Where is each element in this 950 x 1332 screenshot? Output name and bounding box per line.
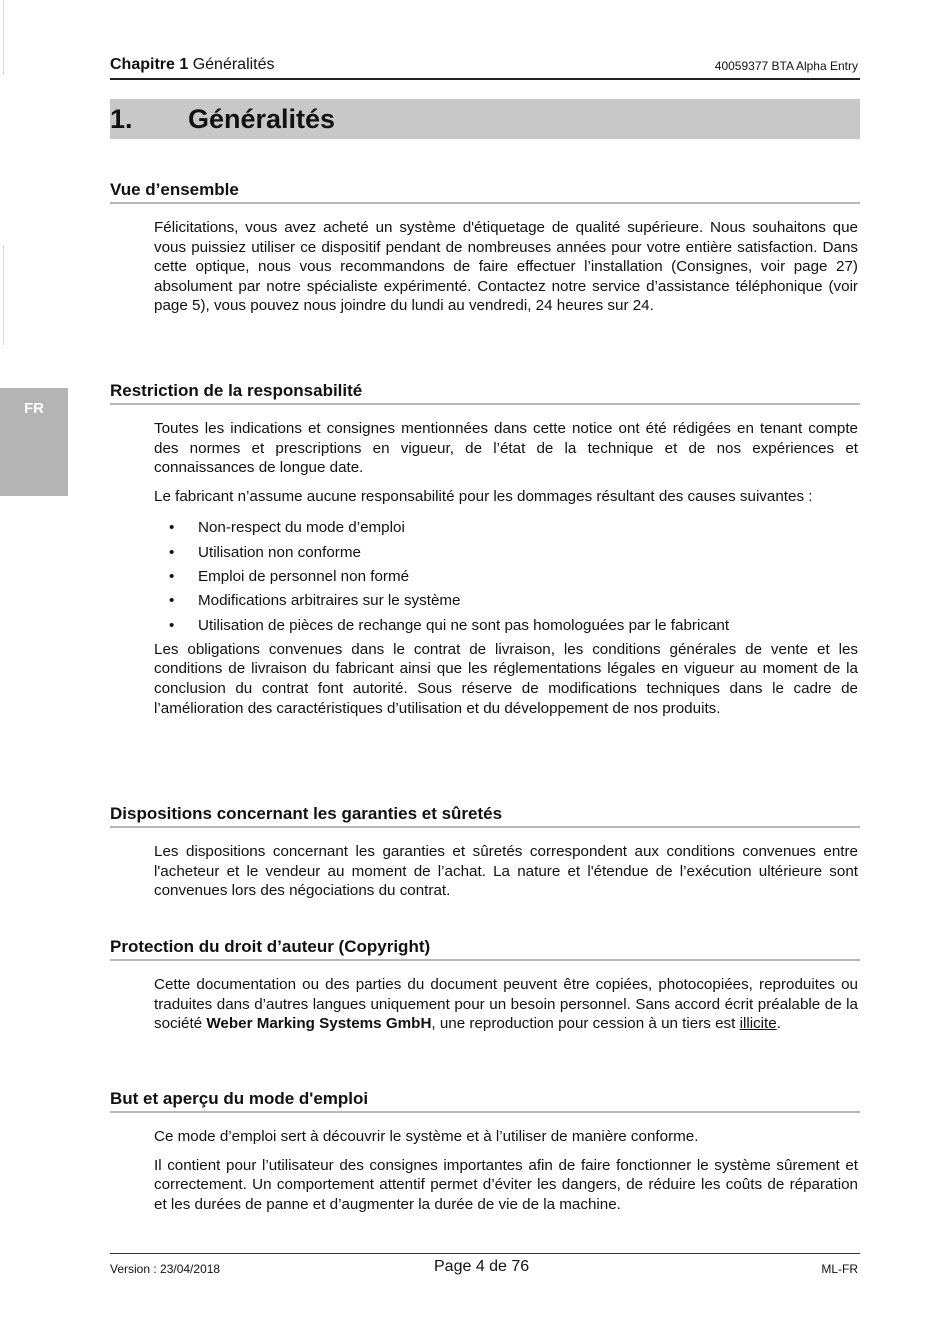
- chapter-number: Chapitre 1: [110, 56, 189, 73]
- chapter-name: Généralités: [188, 56, 275, 73]
- section-heading: Protection du droit d’auteur (Copyright): [110, 937, 860, 961]
- page-number: Page 4 de 76: [434, 1258, 530, 1275]
- page-footer: [110, 1253, 860, 1276]
- language-tab: [0, 388, 68, 496]
- paragraph: Le fabricant n’assume aucune responsabilité pour les dommages résultant des causes suivantes :: [154, 487, 813, 505]
- margin-rule-top: [3, 0, 4, 75]
- version-date: Version : 23/04/2018: [110, 1262, 221, 1276]
- chapter-title: [110, 56, 275, 74]
- section-heading: Vue d’ensemble: [110, 180, 860, 204]
- paragraph: Les dispositions concernant les garanties et sûretés correspondent aux conditions convenues entre l'acheteur et le vendeur au moment de l’achat. La nature et l'étendue de l’exécution ultérieure sont convenues lors des négociations du contrat.: [154, 843, 858, 900]
- list-item: • Utilisation de pièces de rechange qui ne sont pas homologuées par le fabricant: [169, 616, 730, 634]
- bullet-icon: •: [169, 543, 175, 561]
- section-heading: But et aperçu du mode d'emploi: [110, 1089, 860, 1113]
- section-heading: Restriction de la responsabilité: [110, 381, 860, 405]
- bullet-icon: •: [169, 616, 175, 634]
- section-heading: Dispositions concernant les garanties et sûretés: [110, 804, 860, 828]
- language-tab-label: FR: [24, 400, 44, 417]
- list-item: • Modifications arbitraires sur le système: [169, 592, 461, 610]
- paragraph: Les obligations convenues dans le contrat de livraison, les conditions générales de vente et les conditions de livraison du fabricant ainsi que les réglementations légales en vigueur au moment de la conclusion du contrat font autorité. Sous réserve de modifications techniques dans le cadre de l’amélioration des caractéristiques d’utilisation et du développement de nos produits.: [154, 640, 858, 717]
- cause-list: [154, 518, 858, 639]
- paragraph: Il contient pour l’utilisateur des consignes importantes afin de faire fonctionner le système sûrement et correctement. Un comportement attentif permet d’éviter les dangers, de réduire les coûts de réparation et les durées de panne et d’augmenter la durée de vie de la machine.: [154, 1156, 858, 1213]
- list-item: • Utilisation non conforme: [169, 543, 361, 561]
- bullet-icon: •: [169, 592, 175, 610]
- company-name: Weber Marking Systems GmbH: [206, 1015, 432, 1033]
- paragraph: Ce mode d’emploi sert à découvrir le système et à l’utiliser de manière conforme.: [154, 1128, 699, 1145]
- section-copyright: [110, 937, 860, 1034]
- page-header: [110, 56, 860, 80]
- document-id: 40059377 BTA Alpha Entry: [714, 59, 858, 73]
- bullet-icon: •: [169, 567, 175, 585]
- list-item: • Non-respect du mode d’emploi: [169, 519, 405, 537]
- paragraph: Cette documentation ou des parties du document peuvent être copiées, photocopiées, reproduites ou traduites dans d’autres langues uniquement pour un besoin personnel. Sans accord écrit préalable de la société Weber Marking Systems GmbH, une reproduction pour cession à un tiers est illicite.: [154, 976, 858, 1033]
- section-purpose: [110, 1089, 860, 1214]
- paragraph: Félicitations, vous avez acheté un système d'étiquetage de qualité supérieure. Nous souhaitons que vous puissiez utiliser ce dispositif pendant de nombreuses années pour votre entière satisfaction. Dans cette optique, nous vous recommandons de faire effectuer l’installation (Consignes, voir page 27) absolument par notre spécialiste expérimenté. Contactez notre service d’assistance téléphonique (voir page 5), vous pouvez nous joindre du lundi au vendredi, 24 heures sur 24.: [154, 219, 858, 315]
- bullet-icon: •: [169, 519, 175, 537]
- section-warranty: [110, 804, 860, 901]
- margin-rule-middle: [3, 245, 4, 345]
- list-item: • Emploi de personnel non formé: [169, 567, 410, 585]
- language-code: ML-FR: [821, 1262, 858, 1276]
- paragraph: Toutes les indications et consignes mentionnées dans cette notice ont été rédigées en tenant compte des normes et prescriptions en vigueur, de l’état de la technique et de nos expériences et connaissances de longue date.: [154, 420, 858, 477]
- section-overview: [110, 180, 860, 316]
- section-liability: [110, 381, 860, 718]
- page-title-text: Généralités: [188, 104, 336, 134]
- underlined-word: illicite: [739, 1015, 777, 1033]
- page-title: [110, 99, 860, 139]
- page-title-number: 1.: [110, 104, 133, 134]
